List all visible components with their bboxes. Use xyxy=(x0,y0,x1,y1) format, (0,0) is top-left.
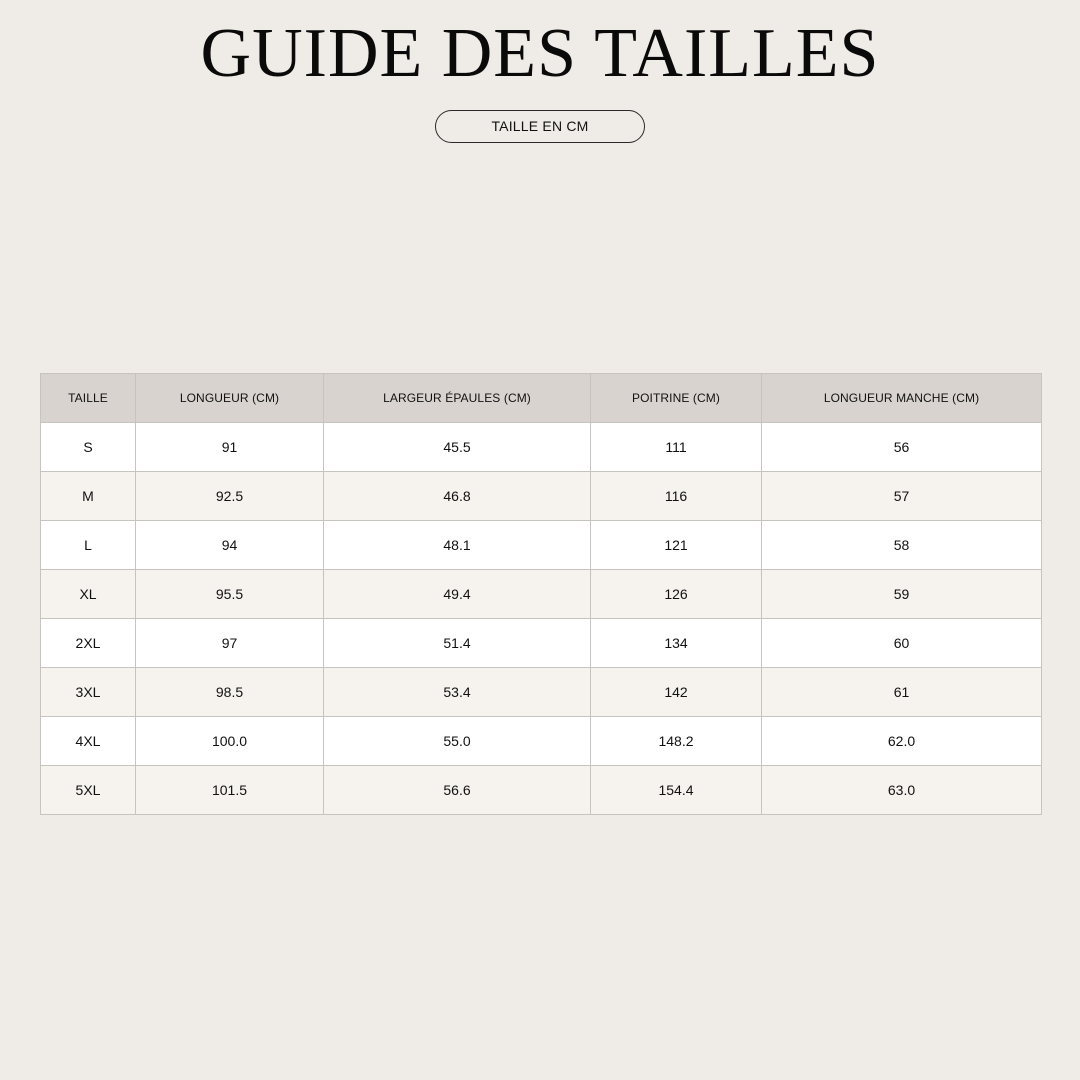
table-row xyxy=(41,619,1042,668)
cell-largeur-epaules: 49.4 xyxy=(324,570,591,619)
cell-poitrine: 134 xyxy=(591,619,762,668)
cell-longueur-manche: 61 xyxy=(762,668,1042,717)
cell-poitrine: 126 xyxy=(591,570,762,619)
cell-largeur-epaules: 53.4 xyxy=(324,668,591,717)
cell-longueur: 92.5 xyxy=(136,472,324,521)
cell-poitrine: 116 xyxy=(591,472,762,521)
cell-longueur: 100.0 xyxy=(136,717,324,766)
cell-longueur-manche: 63.0 xyxy=(762,766,1042,815)
cell-longueur: 94 xyxy=(136,521,324,570)
cell-poitrine: 148.2 xyxy=(591,717,762,766)
cell-poitrine: 154.4 xyxy=(591,766,762,815)
cell-largeur-epaules: 56.6 xyxy=(324,766,591,815)
header-longueur-manche: LONGUEUR MANCHE (CM) xyxy=(762,374,1042,423)
cell-taille: S xyxy=(41,423,136,472)
cell-longueur-manche: 60 xyxy=(762,619,1042,668)
cell-taille: M xyxy=(41,472,136,521)
cell-taille: 5XL xyxy=(41,766,136,815)
table-row xyxy=(41,668,1042,717)
cell-longueur: 101.5 xyxy=(136,766,324,815)
table-row xyxy=(41,472,1042,521)
table-header-row xyxy=(41,374,1042,423)
table-row xyxy=(41,423,1042,472)
table-row xyxy=(41,766,1042,815)
cell-largeur-epaules: 48.1 xyxy=(324,521,591,570)
cell-taille: XL xyxy=(41,570,136,619)
cell-poitrine: 121 xyxy=(591,521,762,570)
cell-taille: 2XL xyxy=(41,619,136,668)
cell-longueur: 91 xyxy=(136,423,324,472)
table-row xyxy=(41,570,1042,619)
cell-largeur-epaules: 46.8 xyxy=(324,472,591,521)
header-largeur-epaules: LARGEUR ÉPAULES (CM) xyxy=(324,374,591,423)
cell-poitrine: 142 xyxy=(591,668,762,717)
cell-taille: 3XL xyxy=(41,668,136,717)
cell-longueur-manche: 62.0 xyxy=(762,717,1042,766)
cell-longueur-manche: 58 xyxy=(762,521,1042,570)
cell-taille: 4XL xyxy=(41,717,136,766)
cell-longueur-manche: 56 xyxy=(762,423,1042,472)
header-longueur: LONGUEUR (CM) xyxy=(136,374,324,423)
unit-badge: TAILLE EN CM xyxy=(435,110,645,143)
header-taille: TAILLE xyxy=(41,374,136,423)
cell-taille: L xyxy=(41,521,136,570)
cell-longueur: 95.5 xyxy=(136,570,324,619)
cell-longueur: 98.5 xyxy=(136,668,324,717)
size-chart-table xyxy=(40,373,1042,815)
cell-poitrine: 111 xyxy=(591,423,762,472)
cell-longueur-manche: 59 xyxy=(762,570,1042,619)
cell-largeur-epaules: 51.4 xyxy=(324,619,591,668)
table-row xyxy=(41,717,1042,766)
page-title: GUIDE DES TAILLES xyxy=(200,15,880,92)
cell-largeur-epaules: 55.0 xyxy=(324,717,591,766)
header-poitrine: POITRINE (CM) xyxy=(591,374,762,423)
table-row xyxy=(41,521,1042,570)
cell-longueur-manche: 57 xyxy=(762,472,1042,521)
cell-largeur-epaules: 45.5 xyxy=(324,423,591,472)
cell-longueur: 97 xyxy=(136,619,324,668)
